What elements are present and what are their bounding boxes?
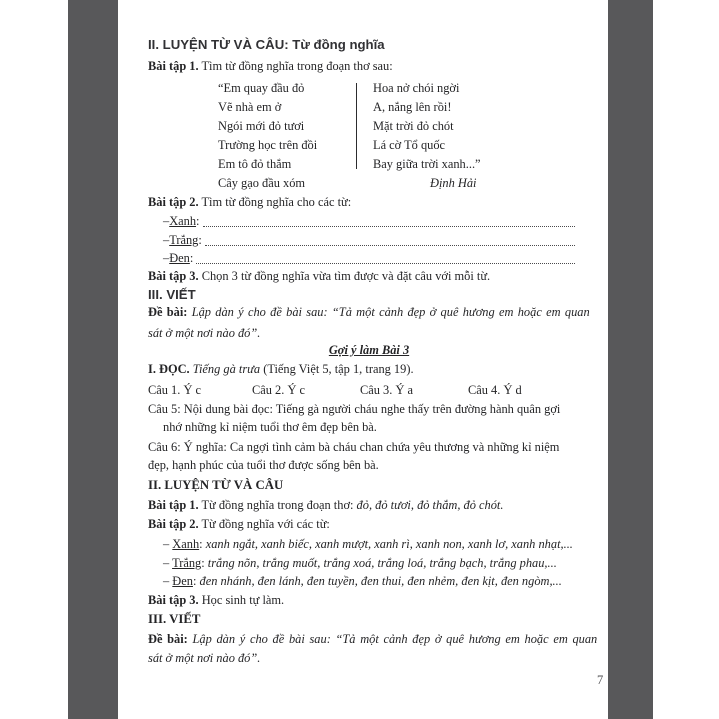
dash: – xyxy=(163,537,173,551)
poem-line-left: “Em quay đầu đỏ xyxy=(218,81,305,95)
answers-exercise-3-text: Học sinh tự làm. xyxy=(198,593,285,607)
answers-topic-line-1 xyxy=(148,632,598,647)
fill-line-den xyxy=(163,251,575,266)
exercise-2 xyxy=(148,195,590,210)
section-heading-viet: III. VIẾT xyxy=(148,287,196,302)
poem-column-divider xyxy=(356,83,357,169)
poem-author: Định Hải xyxy=(430,176,477,190)
dash: – xyxy=(163,214,170,228)
answers-topic-line-2: sát ở một nơi nào đó”. xyxy=(148,651,261,665)
fill-line-xanh xyxy=(163,214,575,229)
exercise-3-label: Bài tập 3. xyxy=(148,269,199,283)
dotted-answer-line xyxy=(203,226,576,227)
exercise-1-text: Tìm từ đồng nghĩa trong đoạn thơ sau: xyxy=(198,59,393,73)
poem-line-right: Hoa nở chói ngời xyxy=(373,81,460,95)
answers-exercise-2-label: Bài tập 2. xyxy=(148,517,199,531)
fill-line-trang xyxy=(163,233,575,248)
answers-exercise-1-text: Từ đồng nghĩa trong đoạn thơ: xyxy=(198,498,357,512)
poem-line-left: Trường học trên đồi xyxy=(218,138,318,152)
color-word: Trắng xyxy=(172,556,202,570)
photo-backdrop-left xyxy=(68,0,118,719)
synonyms-trang xyxy=(163,556,590,571)
exercise-3-text: Chọn 3 từ đồng nghĩa vừa tìm được và đặt câu với mỗi từ. xyxy=(198,269,491,283)
answers-reading-rest: (Tiếng Việt 5, tập 1, trang 19). xyxy=(263,362,414,376)
dotted-answer-line xyxy=(196,263,575,264)
answers-exercise-3-label: Bài tập 3. xyxy=(148,593,199,607)
exercise-1 xyxy=(148,59,590,74)
colon: : xyxy=(192,574,197,588)
color-word: Đen xyxy=(172,574,193,588)
answers-exercise-1 xyxy=(148,498,590,513)
answer-cau-3: Câu 3. Ý a xyxy=(360,383,413,397)
answer-cau-4: Câu 4. Ý d xyxy=(468,383,522,397)
topic-label: Đề bài: xyxy=(148,305,188,319)
topic-text: Lập dàn ý cho đề bài sau: “Tả một cảnh đẹp ở quê hương em hoặc em quan xyxy=(187,305,590,319)
answers-exercise-2 xyxy=(148,517,590,532)
exercise-2-text: Tìm từ đồng nghĩa cho các từ: xyxy=(198,195,352,209)
dash: – xyxy=(163,251,170,265)
answers-topic-label: Đề bài: xyxy=(148,632,188,646)
section-heading-luyen-tu-va-cau: II. LUYỆN TỪ VÀ CÂU: Từ đồng nghĩa xyxy=(148,37,385,52)
poem-line-right: Lá cờ Tổ quốc xyxy=(373,138,446,152)
poem-line-right: Mặt trời đỏ chót xyxy=(373,119,454,133)
answer-cau-5-line-2: nhớ những kỉ niệm tuổi thơ êm đẹp bên bà. xyxy=(163,420,377,434)
dash: – xyxy=(163,556,173,570)
colon: : xyxy=(198,233,202,247)
topic-line-1 xyxy=(148,305,590,320)
dotted-answer-line xyxy=(205,245,575,246)
dash: – xyxy=(163,233,170,247)
exercise-1-label: Bài tập 1. xyxy=(148,59,199,73)
topic-line-2: sát ở một nơi nào đó”. xyxy=(148,326,261,340)
color-word: Xanh xyxy=(172,537,200,551)
answers-exercise-2-text: Từ đồng nghĩa với các từ: xyxy=(198,517,330,531)
book-page xyxy=(118,0,608,719)
color-word: Trắng xyxy=(169,233,199,247)
synonym-list: xanh ngắt, xanh biếc, xanh mượt, xanh rì, xanh non, xanh lơ, xanh nhạt,... xyxy=(202,537,573,551)
page-content xyxy=(148,0,604,719)
answers-viet-heading: III. VIẾT xyxy=(148,612,201,626)
answer-cau-1: Câu 1. Ý c xyxy=(148,383,201,397)
answer-cau-6-line-1: Câu 6: Ý nghĩa: Ca ngợi tình cảm bà cháu chan chứa yêu thương và những kỉ niệm xyxy=(148,440,560,454)
answers-topic-text: Lập dàn ý cho đề bài sau: “Tả một cảnh đẹp ở quê hương em hoặc em quan xyxy=(187,632,598,646)
answer-cau-5-line-1: Câu 5: Nội dung bài đọc: Tiếng gà người cháu nghe thấy trên đường hành quân gợi xyxy=(148,402,561,416)
exercise-3 xyxy=(148,269,590,284)
poem-line-left: Cây gạo đầu xóm xyxy=(218,176,306,190)
dash: – xyxy=(163,574,173,588)
colon: : xyxy=(199,537,203,551)
synonym-list: đen nhánh, đen lánh, đen tuyền, đen thui, đen nhẻm, đen kịt, đen ngòm,... xyxy=(196,574,562,588)
answers-exercise-3 xyxy=(148,593,590,608)
exercise-2-label: Bài tập 2. xyxy=(148,195,199,209)
page-number: 7 xyxy=(597,673,604,687)
color-word: Xanh xyxy=(169,214,197,228)
colon: : xyxy=(189,251,194,265)
colon: : xyxy=(201,556,205,570)
poem-line-right: A, nắng lên rồi! xyxy=(373,100,452,114)
poem-line-left: Vẽ nhà em ở xyxy=(218,100,282,114)
photo-backdrop-right xyxy=(608,0,653,719)
answers-exercise-1-label: Bài tập 1. xyxy=(148,498,199,512)
answers-heading xyxy=(148,343,590,358)
poem-line-left: Em tô đỏ thắm xyxy=(218,157,292,171)
answers-reading-title: Tiếng gà trưa xyxy=(189,362,264,376)
synonyms-xanh xyxy=(163,537,590,552)
answers-heading-text: Gợi ý làm Bài 3 xyxy=(328,343,410,357)
synonym-list: trắng nõn, trắng muốt, trắng xoá, trắng loá, trắng bạch, trắng phau,... xyxy=(204,556,557,570)
color-word: Đen xyxy=(169,251,190,265)
answers-reading xyxy=(148,362,590,377)
poem-line-left: Ngói mới đỏ tươi xyxy=(218,119,305,133)
poem-line-right: Bay giữa trời xanh...” xyxy=(373,157,481,171)
answers-exercise-1-answer: đỏ, đỏ tươi, đỏ thắm, đỏ chót. xyxy=(356,498,504,512)
synonyms-den xyxy=(163,574,590,589)
answers-section-2-heading: II. LUYỆN TỪ VÀ CÂU xyxy=(148,478,284,492)
answers-reading-label: I. ĐỌC. xyxy=(148,362,190,376)
colon: : xyxy=(196,214,200,228)
answer-cau-2: Câu 2. Ý c xyxy=(252,383,305,397)
answer-cau-6-line-2: đẹp, hạnh phúc của tuổi thơ được sống bên bà. xyxy=(148,458,379,472)
